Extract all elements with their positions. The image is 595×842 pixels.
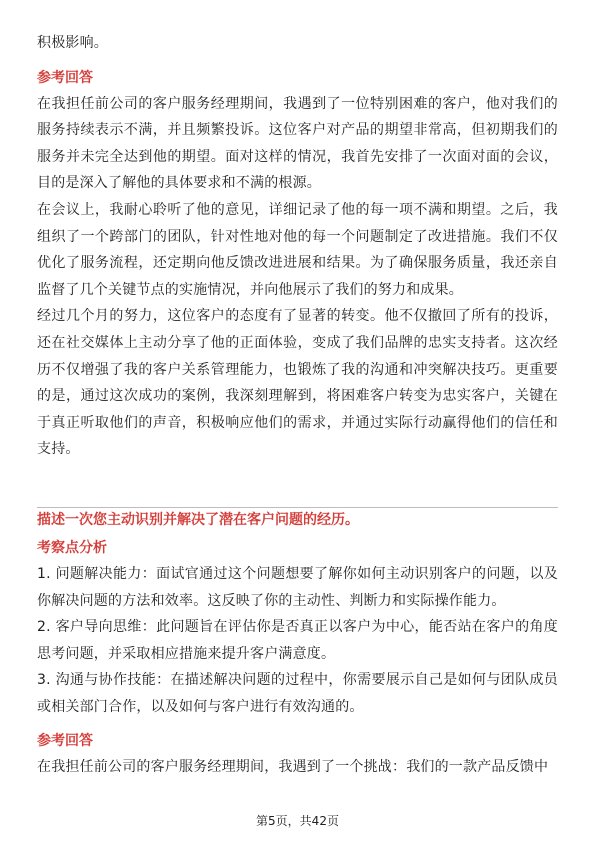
answer-heading: 参考回答 xyxy=(37,69,93,86)
analysis-heading: 考察点分析 xyxy=(37,539,107,556)
continuation-text: 积极影响。 xyxy=(37,35,108,51)
answer-paragraph-1: 在我担任前公司的客户服务经理期间，我遇到了一位特别困难的客户，他对我们的服务持续表示不满，并且频繁投诉。这位客户对产品的期望非常高，但初期我们的服务并未完全达到他的期望。面对这样的情况，我首先安排了一次面对面的会议，目的是深入了解他的具体要求和不满的根源。 xyxy=(37,95,558,192)
answer-paragraph-3: 经过几个月的努力，这位客户的态度有了显著的转变。他不仅撤回了所有的投诉，还在社交媒体上主动分享了他的正面体验，变成了我们品牌的忠实支持者。这次经历不仅增强了我的客户关系管理能力，也锻炼了我的沟通和冲突解决技巧。更重要的是，通过这次成功的案例，我深刻理解到，将困难客户转变为忠实客户，关键在于真正听取他们的声音，积极响应他们的需求，并通过实际行动赢得他们的信任和支持。 xyxy=(37,308,558,458)
answer-paragraph-2: 在会议上，我耐心聆听了他的意见，详细记录了他的每一项不满和期望。之后，我组织了一个跨部门的团队，针对性地对他的每一个问题制定了改进措施。我们不仅优化了服务流程，还定期向他反馈改进进展和结果。为了确保服务质量，我还亲自监督了几个关键节点的实施情况，并向他展示了我们的努力和成果。 xyxy=(37,201,558,298)
analysis-point-1: 1. 问题解决能力：面试官通过这个问题想要了解你如何主动识别客户的问题，以及你解决问题的方法和效率。这反映了你的主动性、判断力和实际操作能力。 xyxy=(37,565,558,609)
page-number: 第5页，共42页 xyxy=(256,814,339,828)
analysis-point-2: 2. 客户导向思维：此问题旨在评估你是否真正以客户为中心，能否站在客户的角度思考问题，并采取相应措施来提升客户满意度。 xyxy=(37,619,558,662)
question-title: 描述一次您主动识别并解决了潜在客户问题的经历。 xyxy=(37,511,359,528)
document-page xyxy=(37,30,558,781)
section-divider xyxy=(37,507,558,508)
analysis-point-3: 3. 沟通与协作技能：在描述解决问题的过程中，你需要展示自己是如何与团队成员或相关部门合作，以及如何与客户进行有效沟通的。 xyxy=(37,672,558,715)
answer-paragraph-start: 在我担任前公司的客户服务经理期间，我遇到了一个挑战：我们的一款产品反馈中 xyxy=(37,759,549,776)
answer-heading-2: 参考回答 xyxy=(37,733,93,750)
